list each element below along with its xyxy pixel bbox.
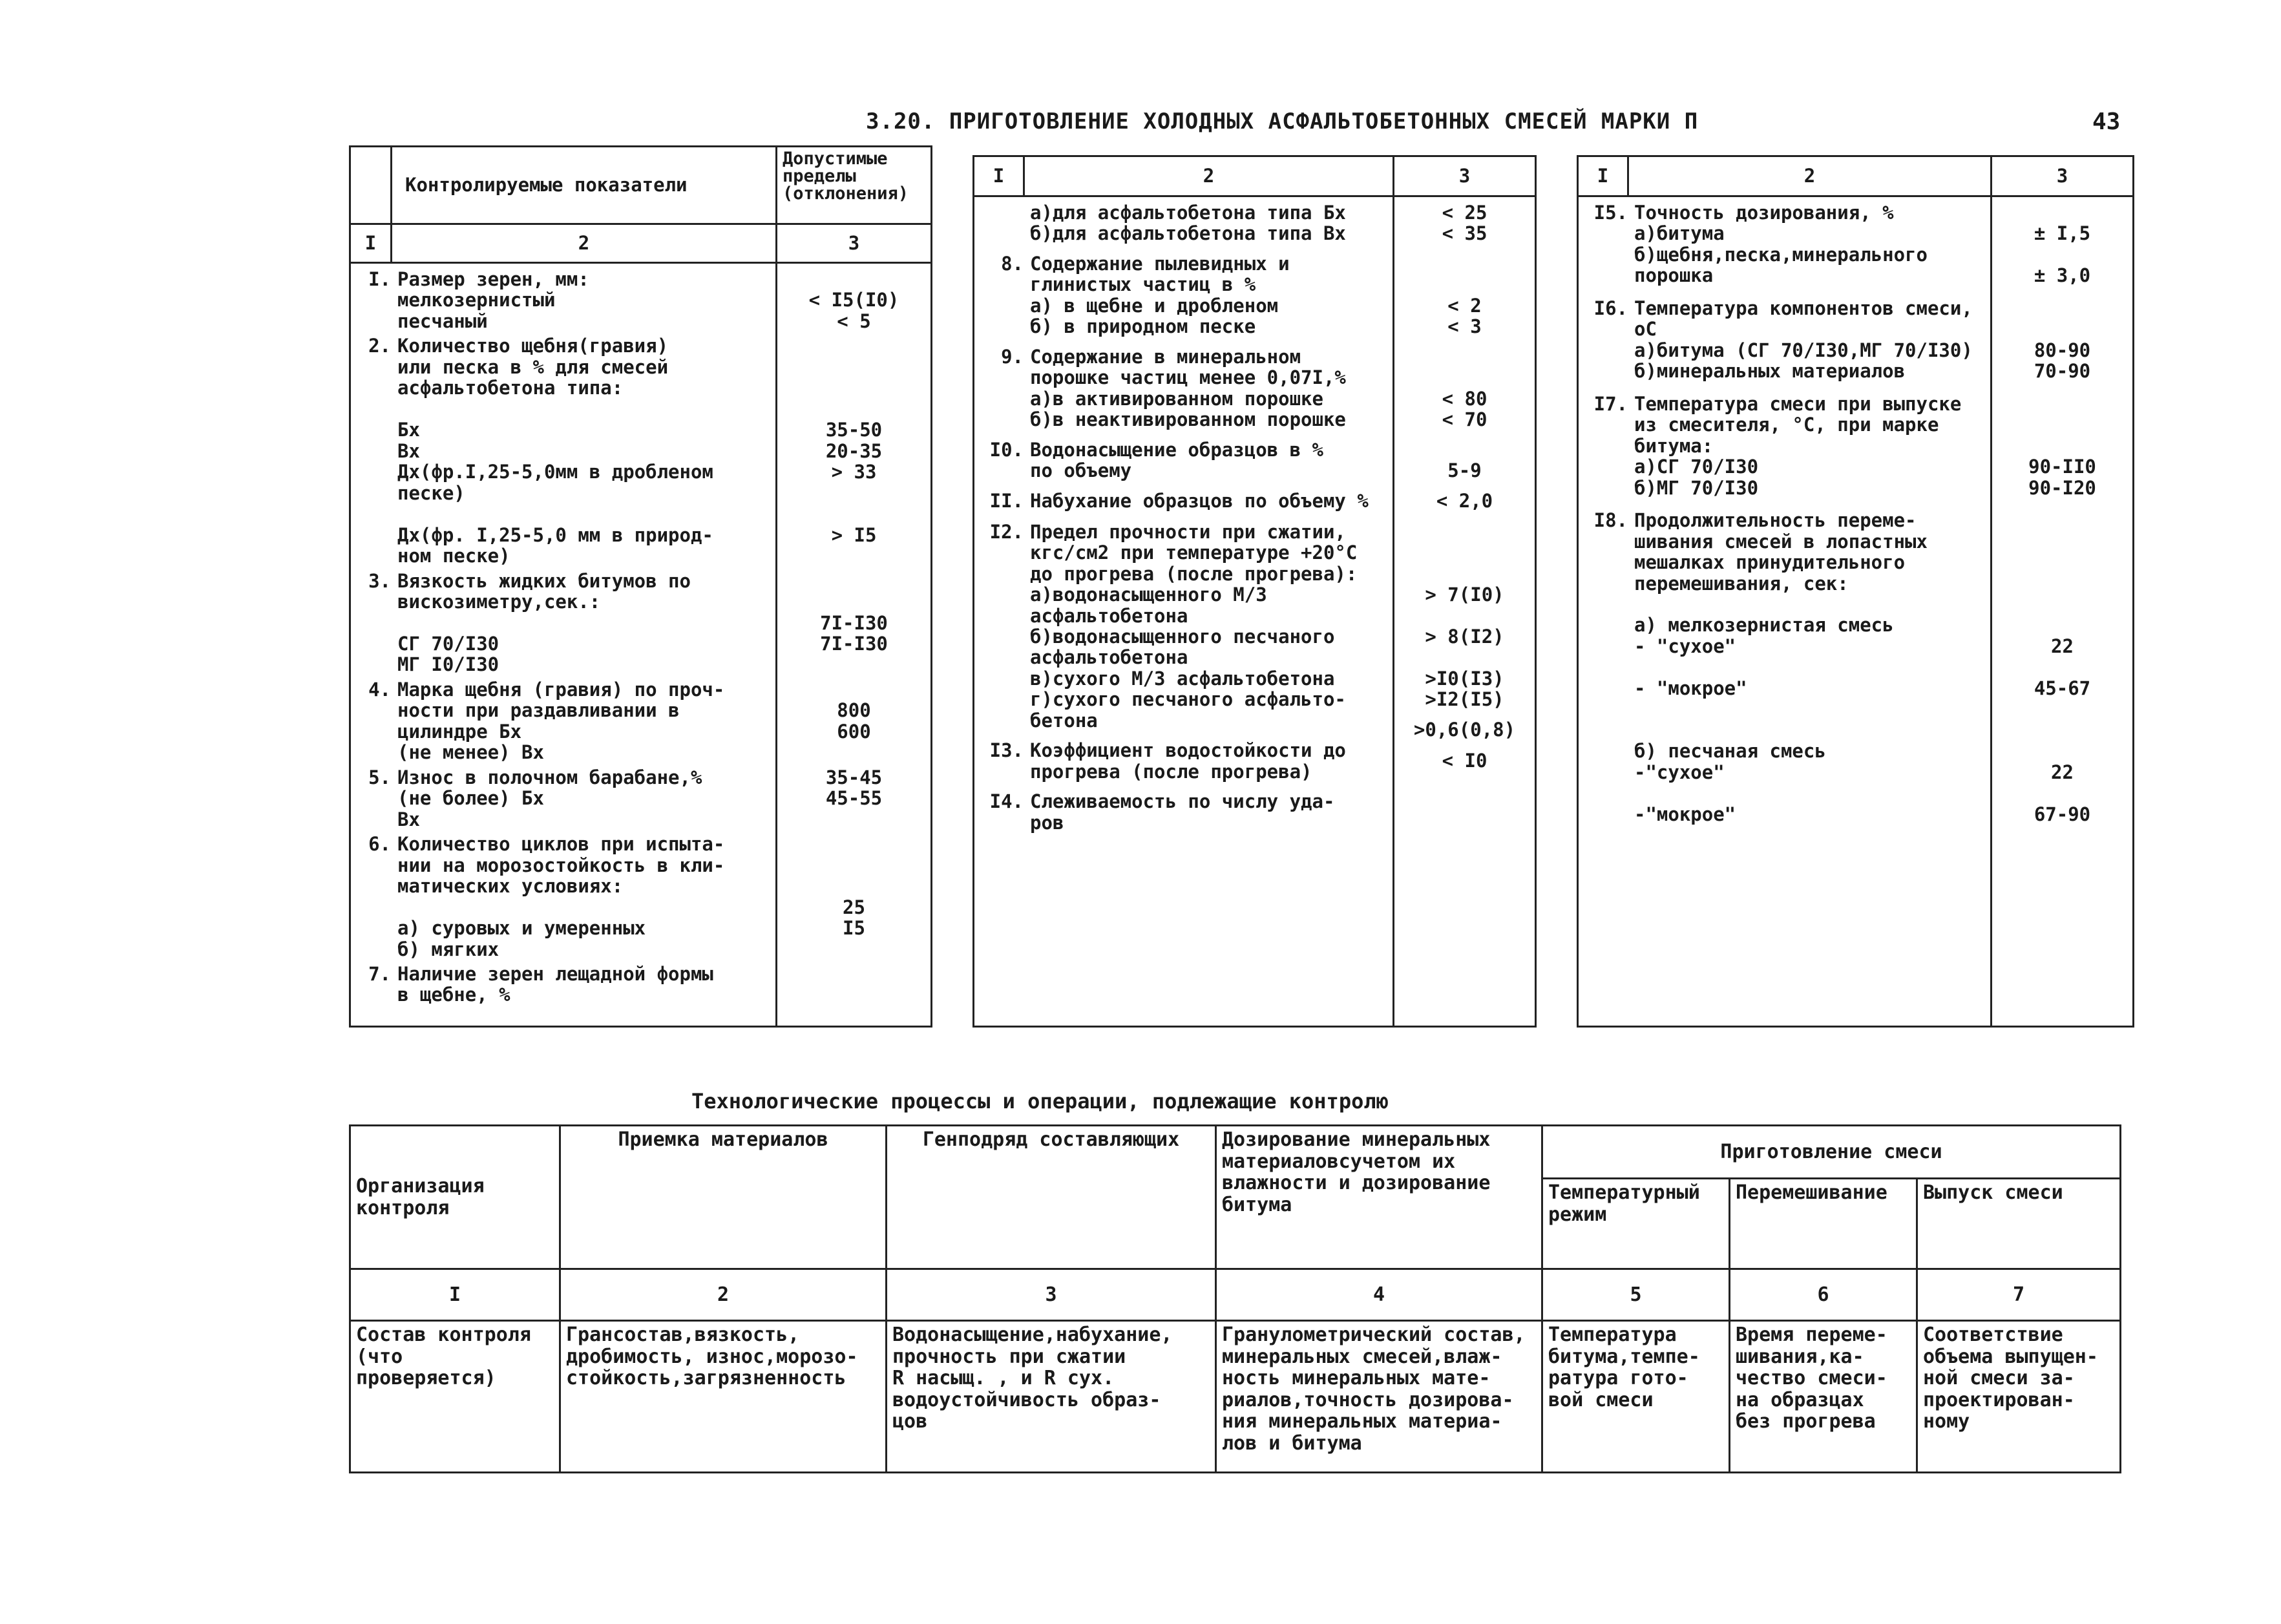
t4-cell-1: Состав контроля (что проверяется) [350,1321,560,1473]
t2-row-value: > 7(I0) > 8(I2) >I0(I3) >I2(I5) [1425,584,1504,711]
t4-header-acceptance: Приемка материалов [560,1126,887,1269]
table-2 [972,155,1537,1028]
t3-row-num: I6. [1593,297,1628,319]
t4-cell-4: Гранулометрический состав, минеральных смесей,влаж- ность минеральных мате- риалов,точность дозирова- ния минеральных материа- лов и битума [1216,1321,1542,1473]
t1-colnum-1: I [350,224,392,263]
t1-row-value: < I5(I0) < 5 [808,289,899,332]
t2-row-num: 8. [1001,252,1024,275]
t2-row-num: I3. [989,739,1024,762]
t2-row-num: II. [989,489,1024,512]
t1-row-text: Марка щебня (гравия) по проч- ности при раздавливании в цилиндре Бх (не менее) Вх [397,678,725,764]
t1-row-value: 35-50 20-35 > 33 > I5 [825,419,883,546]
t1-colnum-3: 3 [777,224,932,263]
t4-colnum-3: 3 [887,1269,1216,1321]
t1-row-text: Износ в полочном барабане,% (не более) Бх Вх [397,766,702,830]
t2-row-text: Предел прочности при сжатии, кгс/см2 при температуре +20°С до прогрева (после прогрева): а)водонасыщенного М/З асфальтобетона б)водонасыщенного песчаного асфальтобетона в)сухого М/З асфальтобетона г)сухого песчаного асфальто- бетона [1030,520,1358,732]
t3-row-num: I5. [1593,202,1628,224]
t4-colnum-7: 7 [1917,1269,2121,1321]
t2-row-value: >0,6(0,8) [1413,718,1516,741]
t2-row-text: Содержание в минеральном порошке частиц менее 0,07I,% а)в активированном порошке б)в неактивированном порошке [1030,345,1346,431]
t1-row-num: 2. [368,335,391,357]
t4-cell-2: Грансостав,вязкость, дробимость, износ,морозо- стойкость,загрязненность [560,1321,887,1473]
t4-colnum-5: 5 [1542,1269,1730,1321]
t4-cell-6: Время переме- шивания,ка- чество смеси- на образцах без прогрева [1730,1321,1917,1473]
t4-sub-mixing: Перемешивание [1730,1179,1917,1269]
t4-sub-output: Выпуск смеси [1917,1179,2121,1269]
t1-row-num: I. [368,268,391,290]
t1-row-num: 7. [368,963,391,985]
t1-row-num: 6. [368,833,391,856]
t3-colnum-3: 3 [1992,156,2134,196]
t2-row-value: < 2,0 [1436,489,1493,512]
t1-header-indicators: Контролируемые показатели [392,147,777,224]
t2-row-text: Водонасыщение образцов в % по объему [1030,438,1323,482]
t3-rows [1579,202,1990,825]
t2-row-num: I4. [989,790,1024,813]
t4-colnum-2: 2 [560,1269,887,1321]
t3-row-text: Температура смеси при выпуске из смесителя, °С, при марке битума: а)СГ 70/I30 б)МГ 70/I30 [1634,392,1962,499]
t2-row-num [974,202,1030,244]
t2-row-text: Содержание пылевидных и глинистых частиц в % а) в щебне и дробленом б) в природном песке [1030,252,1290,338]
t1-row-text: Количество щебня(гравия) или песка в % для смесей асфальтобетона типа: Бх Вх Дх(фр.I,25-5,0мм в дробленом песке) Дх(фр. I,25-5,0 мм в природ- ном песке) [397,335,713,567]
t2-colnum-1: I [974,156,1024,196]
t1-header-limits: Допустимые пределы (отклонения) [777,147,932,224]
table-1 [349,145,932,1028]
t4-header-dosing: Дозирование минеральных материаловсучетом их влажности и дозирование битума [1216,1126,1542,1269]
t2-colnum-3: 3 [1394,156,1536,196]
t4-cell-7: Соответствие объема выпущен- ной смеси за- проектирован- ному [1917,1321,2121,1473]
table-4 [349,1124,2121,1473]
t4-colnum-1: I [350,1269,560,1321]
t3-row-value: 90-II0 90-I20 [2028,456,2096,499]
t2-colnum-2: 2 [1024,156,1394,196]
t4-colnum-6: 6 [1730,1269,1917,1321]
t3-row-value: 80-90 70-90 [2034,339,2091,383]
t2-row-text: Коэффициент водостойкости до прогрева (после прогрева) [1030,739,1346,783]
t2-row-num: I0. [989,438,1024,461]
t1-row-num: 4. [368,678,391,701]
t3-row-text: Температура компонентов смеси, оС а)битума (СГ 70/I30,МГ 70/I30) б)минеральных материалов [1634,297,1973,383]
t2-row-value: < 80 < 70 [1442,387,1487,431]
t1-row-text: Размер зерен, мм: мелкозернистый песчаный [397,268,589,332]
t1-row-value: 800 600 [837,699,871,743]
t4-org-header: Организация контроля [350,1126,560,1269]
t1-row-value: 7I-I30 7I-I30 [820,611,888,655]
t2-row-value: < 25 < 35 [1442,202,1487,245]
table-3 [1577,155,2134,1028]
t2-row-value: 5-9 [1447,459,1482,482]
t4-colnum-4: 4 [1216,1269,1542,1321]
page-number: 43 [2092,109,2121,135]
t2-row-text: а)для асфальтобетона типа Бх б)для асфальтобетона типа Вх [1030,202,1346,245]
t4-header-preparation: Приготовление смеси [1542,1126,2121,1179]
page-title: 3.20. ПРИГОТОВЛЕНИЕ ХОЛОДНЫХ АСФАЛЬТОБЕТОННЫХ СМЕСЕЙ МАРКИ П [866,109,1699,134]
t1-colnum-2: 2 [392,224,777,263]
t1-row-value: 35-45 45-55 [825,766,883,810]
t3-colnum-1: I [1578,156,1628,196]
t4-cell-3: Водонасыщение,набухание, прочность при сжатии R насыщ. , и R сух. водоустойчивость образ- цов [887,1321,1216,1473]
t1-row-text: Количество циклов при испыта- нии на морозостойкость в кли- матических условиях: а) суровых и умеренных б) мягких [397,833,725,960]
t4-title: Технологические процессы и операции, подлежащие контролю [691,1089,1389,1113]
t2-row-text: Слеживаемость по числу уда- ров [1030,790,1335,834]
t3-row-num: I8. [1593,509,1628,532]
t2-rows [974,202,1393,833]
t2-row-value: < 2 < 3 [1447,294,1482,338]
t3-row-value: 22 45-67 22 67-90 [2034,635,2091,825]
t1-rows [351,269,775,1006]
t3-row-text: Точность дозирования, % а)битума б)щебня,песка,минерального порошка [1634,202,1928,287]
t4-cell-5: Температура битума,темпе- ратура гото- вой смеси [1542,1321,1730,1473]
t2-row-num: 9. [1001,345,1024,368]
t1-row-value [777,943,930,965]
t1-row-num: 3. [368,569,391,592]
t2-row-num: I2. [989,520,1024,543]
t2-row-text: Набухание образцов по объему % [1030,489,1369,512]
t1-row-text: Наличие зерен лещадной формы в щебне, % [397,963,713,1006]
t3-row-num: I7. [1593,392,1628,415]
t3-colnum-2: 2 [1628,156,1992,196]
t2-row-value: < I0 [1442,749,1487,772]
t1-row-text: Вязкость жидких битумов по вискозиметру,сек.: СГ 70/I30 МГ I0/I30 [397,569,691,676]
t1-row-num: 5. [368,766,391,788]
t4-sub-temperature: Температурный режим [1542,1179,1730,1269]
t4-header-components: Генподряд составляющих [887,1126,1216,1269]
t3-row-text: Продолжительность переме- шивания смесей в лопастных мешалках принудительного перемешивания, сек: а) мелкозернистая смесь - "сухое" - "мокрое" б) песчаная смесь -"сухое" -"мокрое" [1634,509,1928,825]
t3-row-value: ± I,5 ± 3,0 [2034,222,2091,287]
t1-row-value: 25 I5 [843,896,865,940]
t1-corner [350,147,392,224]
